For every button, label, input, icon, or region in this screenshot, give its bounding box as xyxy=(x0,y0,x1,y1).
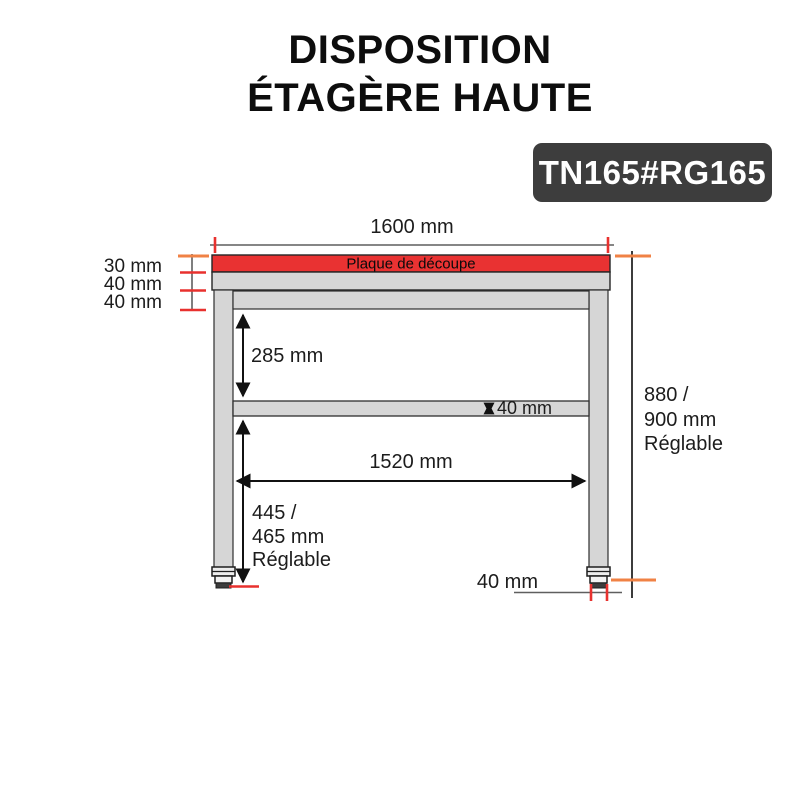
upper-rail xyxy=(233,291,589,309)
dimension-overall-height xyxy=(611,251,723,598)
dimension-inner-width xyxy=(237,451,585,481)
dimension-overall-width xyxy=(210,216,614,253)
under-shelf-height-line1: 445 / xyxy=(252,502,297,524)
foot-width-label: 40 mm xyxy=(476,571,538,593)
product-code-label: TN165#RG165 xyxy=(538,153,767,191)
overall-height-line1: 880 / xyxy=(644,384,689,406)
foot-stem xyxy=(215,576,232,583)
overall-height-line2: 900 mm xyxy=(644,409,717,431)
foot-pad xyxy=(591,583,606,588)
shelf-thickness-label: 40 mm xyxy=(497,398,553,418)
inner-width-label: 1520 mm xyxy=(369,451,453,473)
worktop-band xyxy=(212,272,610,290)
cutting-plaque-label: Plaque de découpe xyxy=(346,255,476,273)
overall-height-line3: Réglable xyxy=(644,433,723,455)
right-leg xyxy=(589,290,608,568)
dimension-thickness-stack xyxy=(104,254,209,313)
dimension-under-shelf-height xyxy=(229,421,331,587)
dimension-shelf-clearance xyxy=(243,315,323,396)
overall-width-label: 1600 mm xyxy=(370,216,454,238)
rail-thickness-label: 40 mm xyxy=(103,292,162,313)
left-leg xyxy=(214,290,233,568)
worktop-thickness-label: 40 mm xyxy=(103,274,162,295)
dimension-shelf-thickness xyxy=(489,398,552,418)
plaque-thickness-label: 30 mm xyxy=(103,256,162,277)
page-title-line2: ÉTAGÈRE HAUTE xyxy=(247,76,593,120)
foot-pad xyxy=(216,583,231,588)
under-shelf-height-line2: 465 mm xyxy=(252,526,325,548)
foot-stem xyxy=(590,576,607,583)
page-title-line1: DISPOSITION xyxy=(288,28,552,72)
left-foot xyxy=(212,567,235,588)
under-shelf-height-line3: Réglable xyxy=(252,549,331,571)
shelf-clearance-label: 285 mm xyxy=(251,345,324,367)
